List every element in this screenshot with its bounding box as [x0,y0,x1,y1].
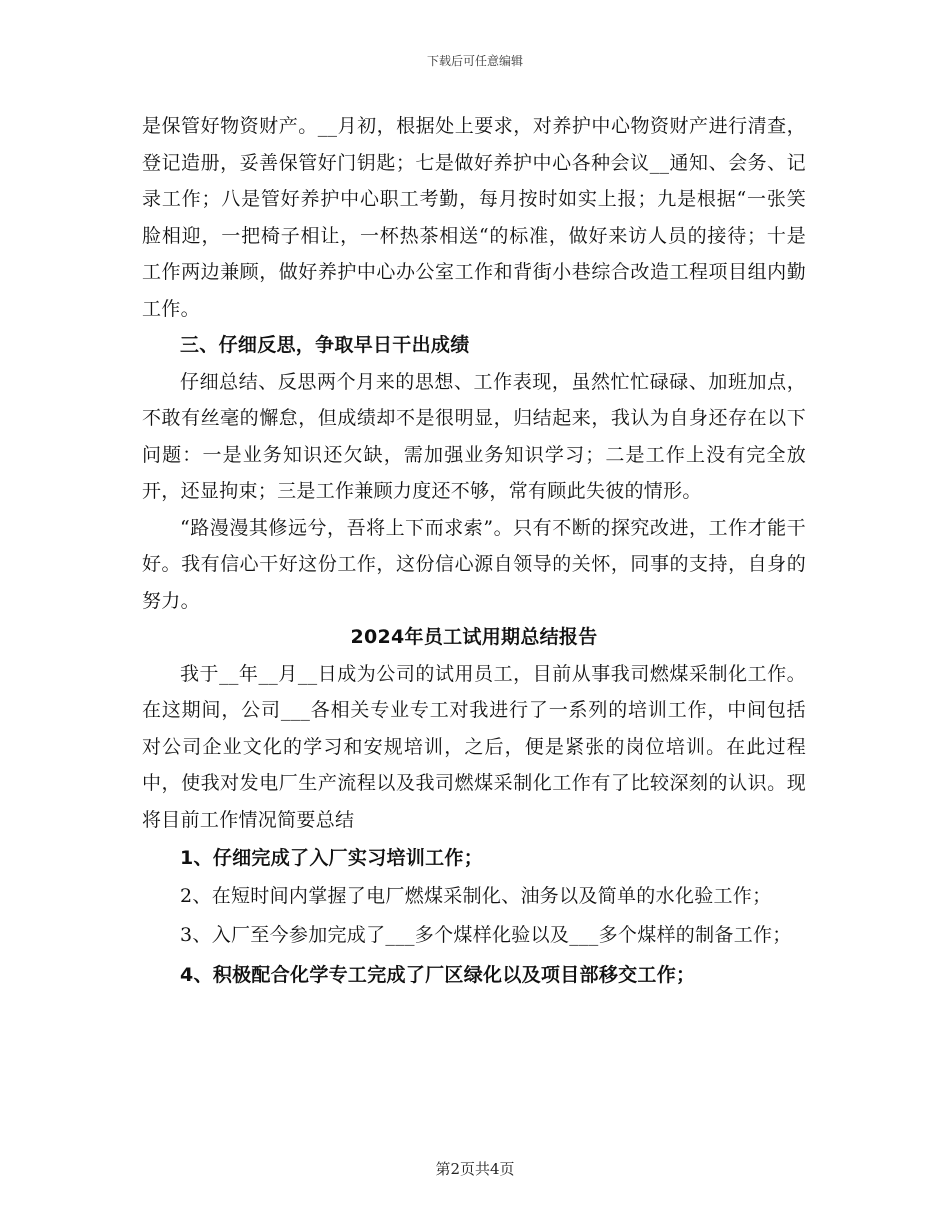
report-title: 2024年员工试用期总结报告 [350,626,598,648]
paragraph-quote: “路漫漫其修远兮，吾将上下而求索”。只有不断的探究改进，工作才能干好。我有信心干好这份工作，这份信心源自领导的关怀，同事的支持，自身的努力。 [142,516,806,612]
page-header: 下载后可任意编辑 [426,54,523,68]
paragraph-reflection: 仔细总结、反思两个月来的思想、工作表现，虽然忙忙碌碌、加班加点，不敢有丝毫的懈怠，但成绩却不是很明显，归结起来，我认为自身还存在以下问题：一是业务知识还欠缺，需加强业务知识学习；二是工作上没有完全放开，还显拘束；三是工作兼顾力度还不够，常有顾此失彼的情形。 [142,370,806,502]
paragraph-intro: 我于__年__月__日成为公司的试用员工，目前从事我司燃煤采制化工作。在这期间，公司___各相关专业专工对我进行了一系列的培训工作，中间包括对公司企业文化的学习和安规培训，之后，便是紧张的岗位培训。在此过程中，使我对发电厂生产流程以及我司燃煤采制化工作有了比较深刻的认识。现将目前工作情况简要总结 [142,662,806,831]
document-body [142,108,806,995]
list-item-1: 1、仔细完成了入厂实习培训工作； [180,847,484,869]
paragraph-continued: 是保管好物资财产。__月初，根据处上要求，对养护中心物资财产进行清查，登记造册，妥善保管好门钥匙；七是做好养护中心各种会议__通知、会务、记录工作；八是管好养护中心职工考勤，每月按时如实上报；九是根据“一张笑脸相迎，一把椅子相让，一杯热茶相送“的标准，做好来访人员的接待；十是工作两边兼顾，做好养护中心办公室工作和背街小巷综合改造工程项目组内勤工作。 [142,115,806,320]
page-footer: 第2页共4页 [435,1160,515,1178]
list-item-3: 3、入厂至今参加完成了___多个煤样化验以及___多个煤样的制备工作； [180,923,792,946]
list-item-2: 2、在短时间内掌握了电厂燃煤采制化、油务以及简单的水化验工作； [180,885,772,907]
section-heading-3: 三、仔细反思，争取早日干出成绩 [180,334,470,356]
list-item-4: 4、积极配合化学专工完成了厂区绿化以及项目部移交工作； [180,963,696,986]
